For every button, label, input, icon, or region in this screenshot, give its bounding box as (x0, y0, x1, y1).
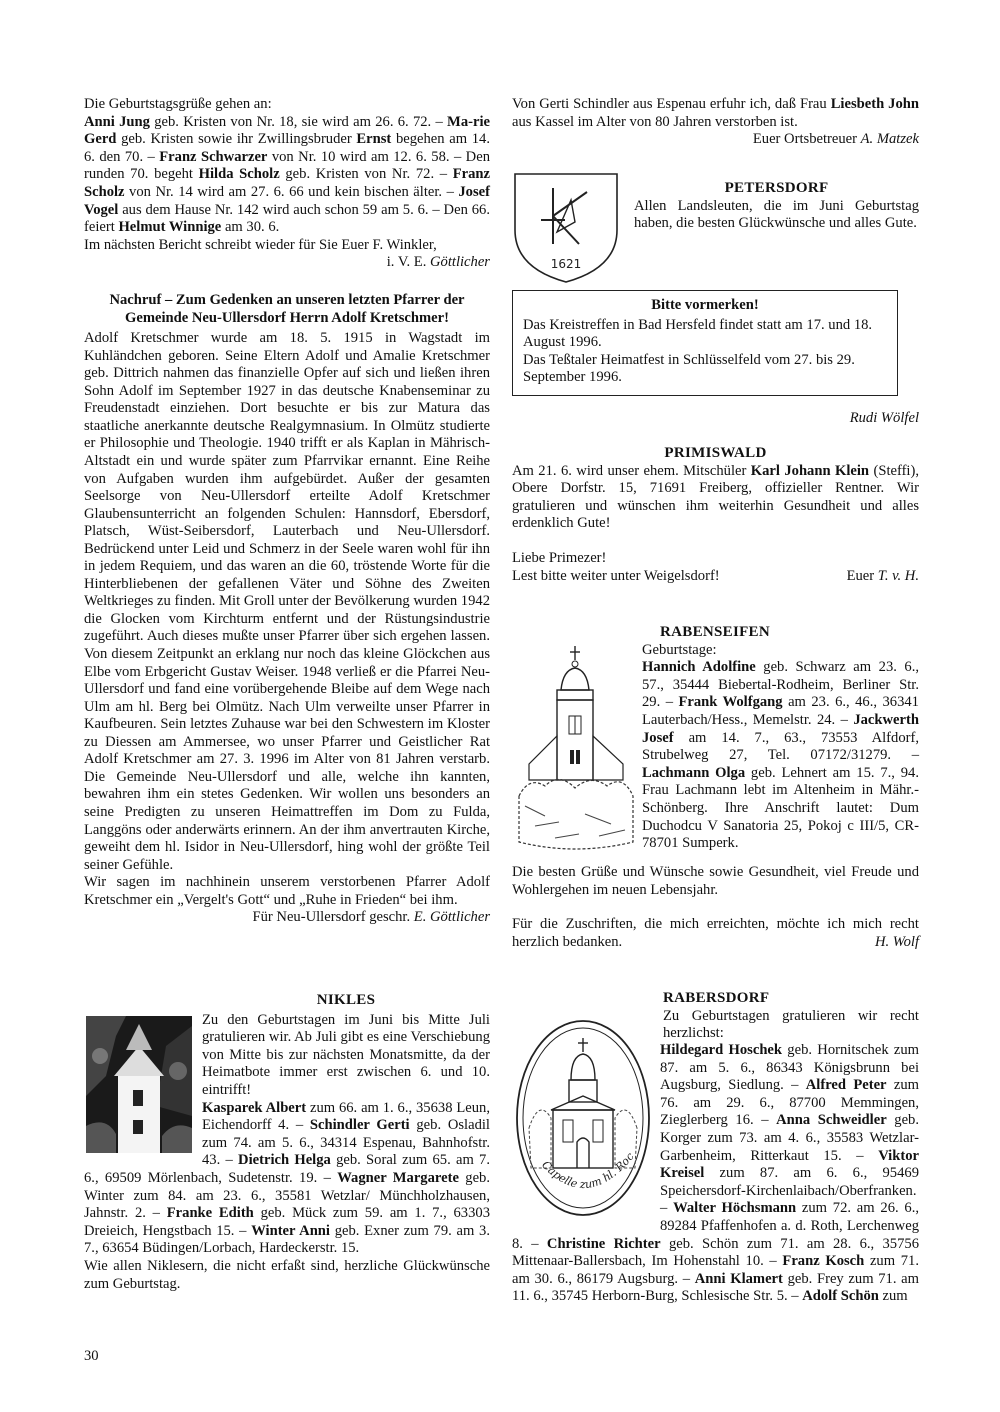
nikles-heading: NIKLES (316, 992, 376, 1008)
birthday-greetings (84, 96, 490, 272)
rabenseifen-section (642, 624, 919, 853)
rabenseifen-wishes: Die besten Grüße und Wünsche sowie Gesundheit, viel Freude und Wohlergehen im neuen Lebensjahr. (512, 864, 919, 898)
petersdorf-heading: PETERSDORF (724, 180, 829, 196)
greetings-text: Anni Jung geb. Kristen von Nr. 18, sie wird am 26. 6. 72. – Ma-rie Gerd geb. Kristen sowie ihr Zwillingsbruder Ernst begehen am 14. 6. den 70. – Franz Schwarzer von Nr. 10 wird am 12. 6. 58. – Den runden 70. begeht Hilda Scholz geb. Kristen von Nr. 72. – Franz Scholz von Nr. 14 wird am 27. 6. 66 und kein bischen älter. – Josef Vogel aus dem Hause Nr. 142 wird auch schon 59 am 5. 6. – Den 66. feiert Helmut Winnige am 30. 6. (84, 113, 490, 236)
rabersdorf-list: Hildegard Hoschek geb. Hornitschek zum 87. am 5. 6., 86343 Königsbrunn bei Augsburg, Siedlung. – Alfred Peter zum 76. am 29. 6., 87700 Memmingen, Zieglerberg 16. – Anna Schweidler geb. Korger zum 73. am 4. 6., 35583 Wetzlar-Garbenheim, Ritterkaut 15. – Viktor Kreisel zum 87. am 6. 6., 95469 Speichersdorf-Kirchenlaibach/Oberfranken. – Walter Höchsmann zum 72. am 26. 6., 89284 Pfaffenhofen a. d. Roth, Lerchenweg 8. – Christine Richter geb. Schön zum 71. am 28. 6., 35756 Mittenaar-Ballersbach, Im Hohenstahl 10. – Franz Kosch zum 71. am 30. 6., 86179 Augsburg. – Anni Klamert geb. Frey zum 71. am 11. 6., 35745 Herborn-Burg, Schlesische Str. 5. – Adolf Schön zum (512, 1042, 920, 1305)
rabenseifen-heading: RABENSEIFEN (660, 624, 770, 640)
primiswald-body: Am 21. 6. wird unser ehem. Mitschüler Karl Johann Klein (Steffi), Obere Dorfstr. 15, 71691 Freiberg, offizieller Rentner. Wir gratulieren und wünschen ihm weiterhin Gesundheit und alles erdenklich Gute! (512, 462, 919, 532)
nikles-birthdays: Kasparek Albert zum 66. am 1. 6., 35638 Leun, Eichendorff 4. – Schindler Gerti geb. Osladil zum 74. am 5. 6., 34314 Espenau, Bahnhofstr. 43. – Dietrich Helga geb. Soral zum 65. am 7. 6., 69509 Mörlenbach, Sudetenstr. 19. – Wagner Margarete geb. Winter zum 84. am 23. 6., 35581 Wetzlar/ Münchholzhausen, Jahnstr. 2. – Franke Edith geb. Mück zum 59. am 1. 7., 63303 Dreieich, Hengstbach 15. – Winter Anni geb. Exner zum 79. am 3. 7., 63654 Büdingen/Lorbach, Hardeckerstr. 15. (84, 1099, 491, 1257)
rabenseifen-church-image (515, 646, 637, 861)
obituary (84, 292, 490, 927)
greetings-closing: Im nächsten Bericht schreibt wieder für Sie Euer F. Winkler, (84, 236, 437, 253)
obituary-body: Adolf Kretschmer wurde am 18. 5. 1915 in Wagstadt im Kuhländchen geboren. Seine Eltern Adolf und Amalie Kretschmer geb. Dittrich nahmen das finanzielle Opfer auf sich und ließen ihren Sohn Adolf im September 1927 in das deutsche Knabenseminar zu Freudenstadt einziehen. Dort besuchte er bis zur Matura das staatliche anerkannte deutsche Realgymnasium. In Olmütz studierte er Philosophie und Theologie. 1940 trifft er als Kaplan in Mährisch-Altstadt ein und wurde später zum Pfarrvikar ernannt. Eine Reihe von Aufgaben wurden ihm aufgebürdet. Außer der gesamten Seelsorge von Neu-Ullersdorf erteilte Adolf Kretschmer Glaubensunterricht an folgenden Schulen: Hannsdorf, Ebersdorf, Platsch, Wüst-Seibersdorf, Lauterbach und Neu-Ullersdorf. Bedrückend unter Leid und Schmerz in der Seele waren wohl für ihn in jedem Requiem, und das waren an die 60, tröstende Worte für die Hinterbliebenen der gefallenen Väter und Söhne des Zweiten Weltkrieges zu finden. Mit Groll unter der Bevölkerung wurden 1942 die Glocken vom Kirchturm entfernt und der Rüstungsindustrie zugeführt. Auch dieses mußte unser Pfarrer über sich ergehen lassen. Von diesem Zeitpunkt an erklang nur noch das kleine Glöckchen aus Elbe vom Erbgericht Gustav Weiser. 1948 verließ er die Pfarrei Neu-Ullersdorf und fand eine vorübergehende Bleibe auf dem Wege nach Ulm am hl. Berg bei Olmütz. Nach Ulm verweilte unser Pfarrer in Kaufbeuren. Sein letztes Zuhause war bei den Schwestern im Kloster zu Diessen am Ammersee, wo unser Pfarrer und Geistlicher Rat Adolf Kretschmer am 27. 3. 1996 im Alter von 81 Jahren verstarb. Die Gemeinde Neu-Ullersdorf und alle, welche ihn kannten, bewahren ihm ein stetes Gedenken. Wir wollen uns besonders an seine Predigten zu unseren Heimattreffen im Dom zu Fulda, Langgöns oder anderwärts erinnern. An der ihm anvertrauten Kirche, geweiht dem hl. Isidor in Neu-Ullersdorf, hing wohl der größte Teil seiner Gefühle. (84, 330, 490, 873)
rabenseifen-sub: Geburtstage: (642, 641, 717, 658)
petersdorf-section (634, 180, 919, 233)
nikles-closing: Wie allen Niklesern, die nicht erfaßt sind, herzliche Glückwünsche zum Geburtstag. (84, 1257, 490, 1292)
medallion-text: Capelle zum hl. Roc (539, 1149, 637, 1192)
rabersdorf-section (663, 990, 919, 1043)
nikles-section (84, 992, 490, 1293)
rabenseifen-closing (512, 864, 919, 951)
church-tower-icon (86, 1016, 192, 1153)
rudi-signature: Rudi Wölfel (849, 410, 919, 426)
obituary-closing: Wir sagen im nachhinein unserem verstorbenen Pfarrer Adolf Kretschmer ein „Vergelt's Gott“ und „Ruhe in Frieden“ bei ihm. (84, 874, 490, 908)
rabersdorf-intro: Zu Geburtstagen gratulieren wir recht herzlichst: (663, 1007, 919, 1042)
greetings-signature: i. V. E. Göttlicher (386, 254, 490, 271)
rabenseifen-thanks: Für die Zuschriften, die mich erreichten, möchte ich mich recht herzlich bedanken. H. Wolf (512, 916, 919, 950)
rabersdorf-heading: RABERSDORF (663, 990, 770, 1006)
matzek-signature: Euer Ortsbetreuer A. Matzek (752, 131, 919, 148)
rabersdorf-birthdays (512, 1042, 919, 1306)
petersdorf-crest (513, 172, 619, 289)
primiswald-greeting: Liebe Primezer! (512, 549, 607, 566)
greetings-intro: Die Geburtstagsgrüße gehen an: (84, 96, 272, 112)
notice-line-2: Das Teßtaler Heimatfest in Schlüsselfeld vom 27. bis 29. September 1996. (523, 351, 855, 386)
obituary-signature: Für Neu-Ullersdorf geschr. E. Göttlicher (252, 909, 490, 926)
page-number: 30 (84, 1348, 99, 1364)
primiswald-section (512, 445, 919, 585)
primiswald-note: Lest bitte weiter unter Weigelsdorf! Euer T. v. H. (512, 567, 919, 584)
petersdorf-body: Allen Landsleuten, die im Juni Geburtstag haben, die besten Glückwünsche und alles Gute. (634, 197, 919, 232)
primiswald-heading: PRIMISWALD (664, 445, 767, 461)
nikles-intro: Zu den Geburtstagen im Juni bis Mitte Juli gratulieren wir. Ab Juli gibt es eine Verschiebung von Mitte bis zur nächsten Monatsmitte, da der Heimatbote immer erst zwischen 6. und 10. eintrifft! (202, 1011, 490, 1098)
notice-title: Bitte vormerken! (651, 297, 759, 313)
church-icon (515, 646, 637, 856)
nikles-church-image (86, 1016, 192, 1153)
crest-year: 1621 (550, 257, 582, 271)
rabenseifen-birthdays: Hannich Adolfine geb. Schwarz am 23. 6., 57., 35444 Biebertal-Rodheim, Berliner Str. 29. – Frank Wolfgang am 23. 6., 46., 36341 Lauterbach/Hess., Memelstr. 24. – Jackwerth Josef am 14. 7., 63., 73553 Alfdorf, Strubelweg 27, Tel. 07172/31279. – Lachmann Olga geb. Lehnert am 15. 7., 94. Frau Lachmann lebt im Altenheim in Mähr.-Schönberg. Ihre Anschrift lautet: Dum Duchodcu V Sanatoria 25, Pokoj c III/5, CR-78701 Sumperk. (642, 659, 919, 852)
notice-box (512, 290, 898, 396)
obituary-title-1: Nachruf – Zum Gedenken an unseren letzten Pfarrer der (109, 292, 465, 308)
notice-line-1: Das Kreistreffen in Bad Hersfeld findet statt am 17. und 18. August 1996. (523, 316, 873, 351)
obituary-title-2: Gemeinde Neu-Ullersdorf Herrn Adolf Kretschmer! (125, 309, 449, 326)
matzek-text: Von Gerti Schindler aus Espenau erfuhr ich, daß Frau Liesbeth John aus Kassel im Alter von 80 Jahren verstorben ist. (512, 96, 919, 130)
matzek-note (512, 96, 919, 149)
crest-shield-icon (513, 172, 619, 284)
